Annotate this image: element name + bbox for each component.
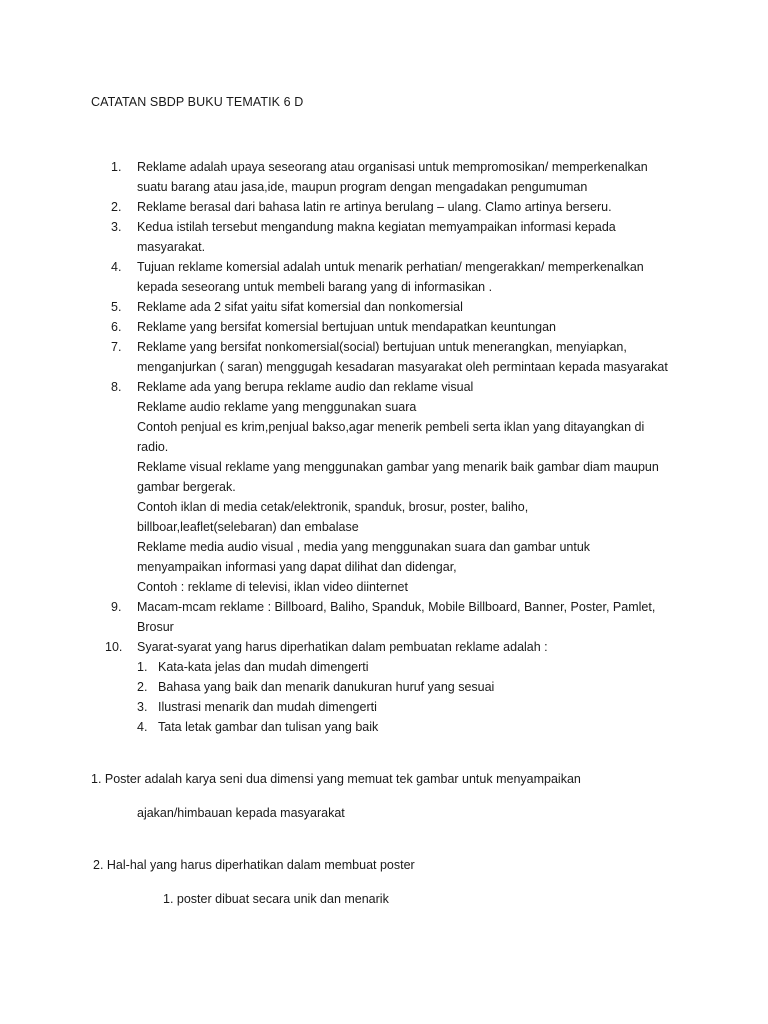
list-text: Tujuan reklame komersial adalah untuk menarik perhatian/ mengerakkan/ memperkenalkan bbox=[137, 260, 644, 274]
poster-definition-continued: ajakan/himbauan kepada masyarakat bbox=[137, 806, 345, 820]
sublist-number: 4. bbox=[137, 720, 148, 734]
list-number: 3. bbox=[111, 220, 122, 234]
list-item bbox=[0, 197, 677, 217]
reklame-notes-list bbox=[0, 157, 768, 737]
list-text: Macam-mcam reklame : Billboard, Baliho, Spanduk, Mobile Billboard, Banner, Poster, Pamlet, bbox=[137, 600, 656, 614]
list-number: 8. bbox=[111, 380, 122, 394]
list-number: 4. bbox=[111, 260, 122, 274]
sublist-item bbox=[137, 677, 677, 697]
list-text: Reklame berasal dari bahasa latin re artinya berulang – ulang. Clamo artinya berseru. bbox=[137, 200, 612, 214]
list-text: Reklame visual reklame yang menggunakan gambar yang menarik baik gambar diam maupun bbox=[137, 460, 659, 474]
list-text: Brosur bbox=[137, 620, 174, 634]
list-number: 9. bbox=[111, 600, 122, 614]
list-item bbox=[0, 297, 677, 317]
poster-guideline-item: 1. poster dibuat secara unik dan menarik bbox=[163, 892, 389, 906]
poster-definition: 1. Poster adalah karya seni dua dimensi yang memuat tek gambar untuk menyampaikan bbox=[91, 772, 581, 786]
list-text: Reklame ada yang berupa reklame audio dan reklame visual bbox=[137, 380, 474, 394]
list-text: Contoh iklan di media cetak/elektronik, spanduk, brosur, poster, baliho, bbox=[137, 500, 529, 514]
list-text: radio. bbox=[137, 440, 169, 454]
list-item bbox=[0, 377, 677, 597]
list-text: Kedua istilah tersebut mengandung makna kegiatan memyampaikan informasi kepada bbox=[137, 220, 616, 234]
list-number: 6. bbox=[111, 320, 122, 334]
sublist-text: Ilustrasi menarik dan mudah dimengerti bbox=[158, 700, 377, 714]
sublist-number: 2. bbox=[137, 680, 148, 694]
list-item bbox=[0, 257, 677, 297]
list-text: gambar bergerak. bbox=[137, 480, 236, 494]
list-text: Reklame audio reklame yang menggunakan suara bbox=[137, 400, 417, 414]
list-text: Reklame media audio visual , media yang menggunakan suara dan gambar untuk bbox=[137, 540, 591, 554]
list-number: 10. bbox=[105, 640, 123, 654]
sublist-text: Tata letak gambar dan tulisan yang baik bbox=[158, 720, 379, 734]
sublist-item bbox=[137, 717, 677, 737]
list-item bbox=[0, 217, 677, 257]
list-number: 7. bbox=[111, 340, 122, 354]
list-text: billboar,leaflet(selebaran) dan embalase bbox=[137, 520, 359, 534]
page-title: CATATAN SBDP BUKU TEMATIK 6 D bbox=[91, 95, 304, 109]
list-item bbox=[0, 317, 677, 337]
sublist-text: Bahasa yang baik dan menarik danukuran huruf yang sesuai bbox=[158, 680, 495, 694]
list-text: Reklame adalah upaya seseorang atau organisasi untuk mempromosikan/ memperkenalkan bbox=[137, 160, 648, 174]
list-text: Reklame ada 2 sifat yaitu sifat komersial dan nonkomersial bbox=[137, 300, 463, 314]
list-item bbox=[0, 597, 677, 637]
list-text: suatu barang atau jasa,ide, maupun program dengan mengadakan pengumuman bbox=[137, 180, 588, 194]
list-text: masyarakat. bbox=[137, 240, 206, 254]
list-item bbox=[0, 637, 677, 737]
list-text: Syarat-syarat yang harus diperhatikan dalam pembuatan reklame adalah : bbox=[137, 640, 548, 654]
list-text: Reklame yang bersifat nonkomersial(social) bertujuan untuk menerangkan, menyiapkan, bbox=[137, 340, 627, 354]
list-text: Contoh penjual es krim,penjual bakso,agar menerik pembeli serta iklan yang ditayangkan di bbox=[137, 420, 645, 434]
list-text: menganjurkan ( saran) menggugah kesadaran masyarakat oleh permintaan kepada masyarakat bbox=[137, 360, 668, 374]
poster-guidelines-heading: 2. Hal-hal yang harus diperhatikan dalam membuat poster bbox=[93, 858, 415, 872]
list-number: 5. bbox=[111, 300, 122, 314]
sublist-item bbox=[137, 657, 677, 677]
list-number: 2. bbox=[111, 200, 122, 214]
list-number: 1. bbox=[111, 160, 122, 174]
list-text: Reklame yang bersifat komersial bertujuan untuk mendapatkan keuntungan bbox=[137, 320, 557, 334]
sublist-item bbox=[137, 697, 677, 717]
requirements-sublist bbox=[137, 657, 677, 737]
sublist-number: 3. bbox=[137, 700, 148, 714]
list-text: menyampaikan informasi yang dapat dilihat dan didengar, bbox=[137, 560, 457, 574]
list-item bbox=[0, 157, 677, 197]
list-text: kepada seseorang untuk membeli barang yang di informasikan . bbox=[137, 280, 493, 294]
sublist-number: 1. bbox=[137, 660, 148, 674]
list-item bbox=[0, 337, 677, 377]
sublist-text: Kata-kata jelas dan mudah dimengerti bbox=[158, 660, 369, 674]
list-text: Contoh : reklame di televisi, iklan video diinternet bbox=[137, 580, 408, 594]
